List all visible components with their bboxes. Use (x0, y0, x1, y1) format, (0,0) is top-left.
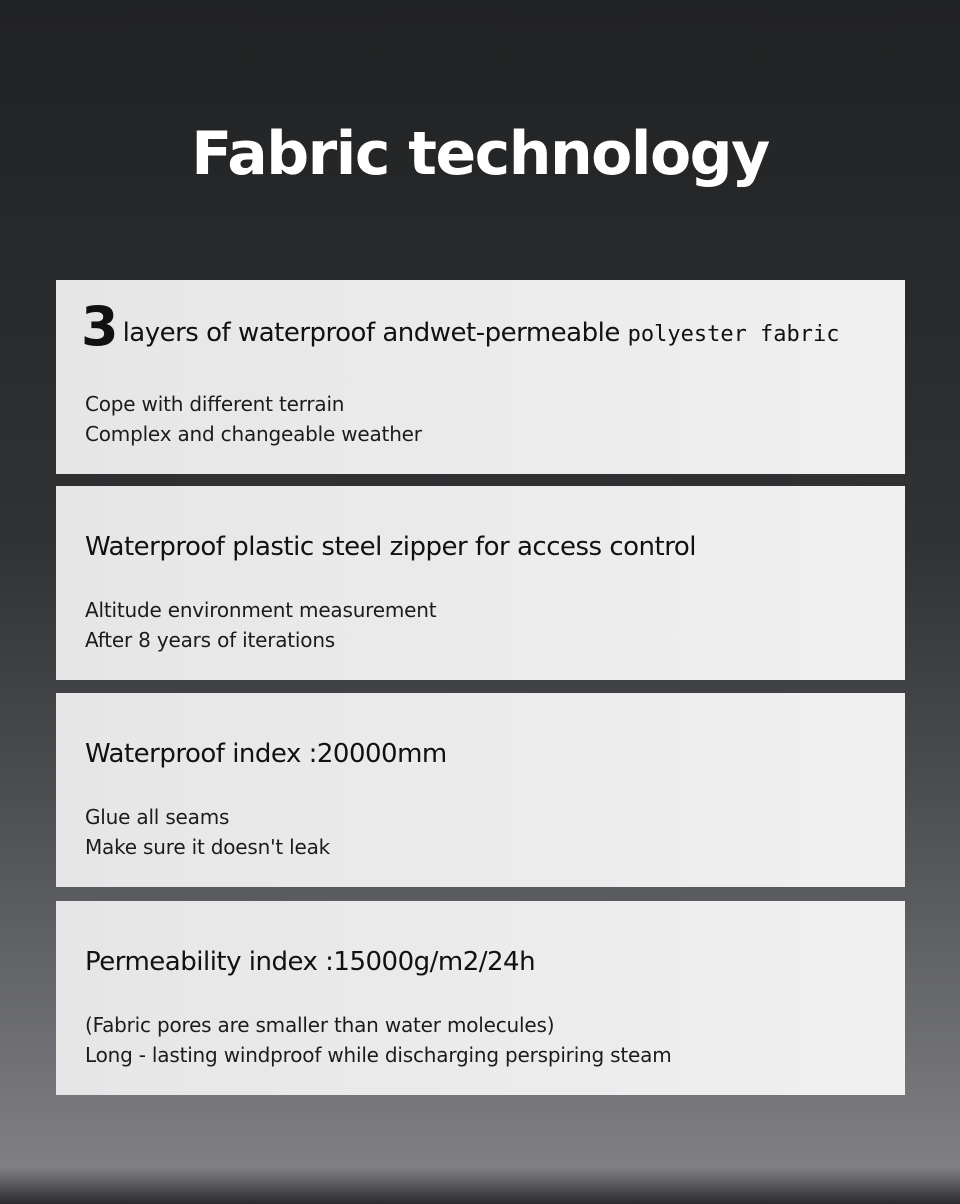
card-heading: Waterproof index :20000mm (85, 739, 447, 769)
card-detail-line: After 8 years of iterations (85, 628, 336, 652)
card-detail-line: Cope with different terrain (85, 392, 345, 416)
page-title: Fabric technology (191, 119, 769, 189)
feature-card-fabric-layers (56, 280, 905, 474)
card-detail-line: Make sure it doesn't leak (85, 835, 331, 859)
card-detail-line: Glue all seams (85, 805, 230, 829)
card-detail-line: (Fabric pores are smaller than water molecules) (85, 1013, 555, 1037)
feature-card-zipper (56, 486, 905, 680)
card-heading: Waterproof plastic steel zipper for access control (85, 532, 696, 562)
layer-count-number: 3 (81, 295, 117, 358)
card-heading-tail: polyester fabric (627, 322, 840, 347)
card-detail-line: Long - lasting windproof while discharging perspiring steam (85, 1043, 672, 1067)
card-heading-text: layers of waterproof andwet-permeable (122, 318, 620, 348)
feature-card-permeability-index (56, 901, 905, 1095)
feature-card-waterproof-index (56, 693, 905, 887)
card-heading: Permeability index :15000g/m2/24h (85, 947, 536, 977)
card-detail-line: Altitude environment measurement (85, 598, 437, 622)
card-detail-line: Complex and changeable weather (85, 422, 422, 446)
card-heading (81, 295, 840, 358)
